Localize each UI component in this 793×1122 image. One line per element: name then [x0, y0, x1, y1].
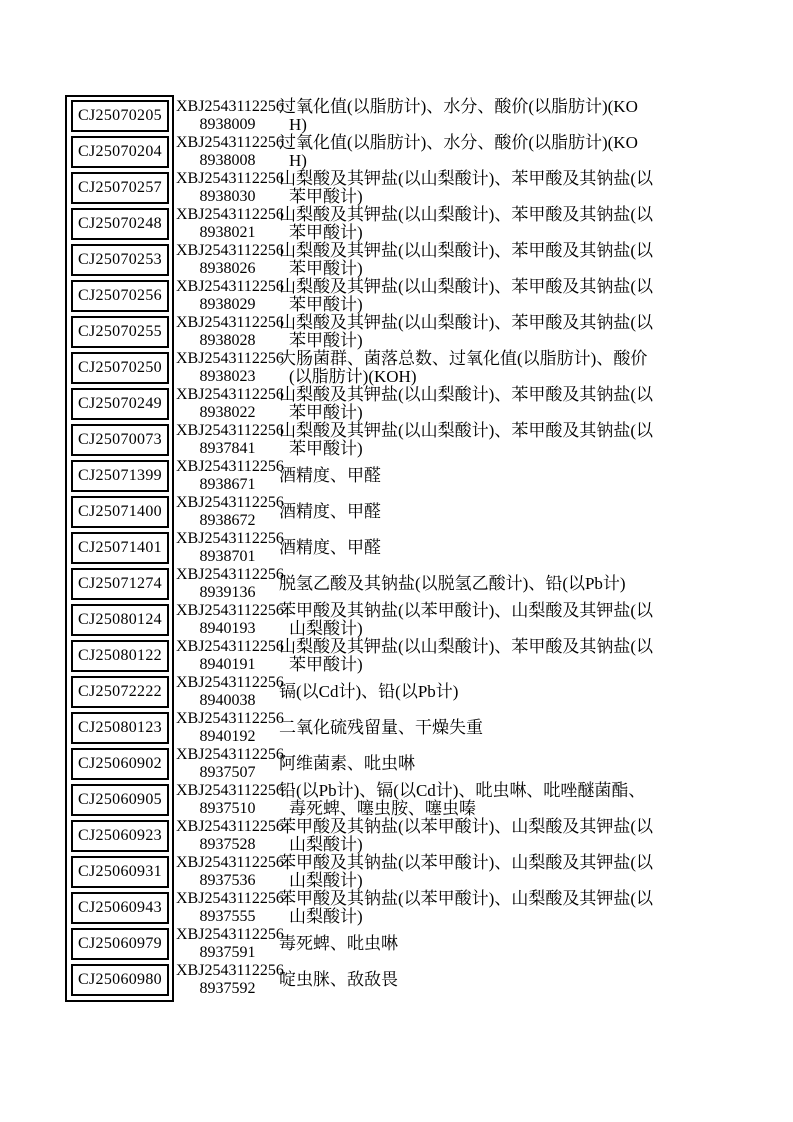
table-row [65, 206, 725, 242]
test-items-cell [279, 854, 654, 890]
sample-id-box [71, 784, 169, 816]
table-row [65, 782, 725, 818]
sample-id-cell [65, 854, 174, 890]
report-code-cell [174, 134, 284, 170]
report-code-cell [174, 314, 284, 350]
report-number: 8937507 [199, 764, 256, 781]
table-row [65, 854, 725, 890]
report-number: 8940192 [199, 728, 256, 745]
report-code: XBJ2543112256 [176, 602, 284, 619]
sample-id-box [71, 388, 169, 420]
report-code: XBJ2543112256 [176, 638, 284, 655]
sample-id-box [71, 532, 169, 564]
sample-id-cell [65, 890, 174, 926]
test-items: 过氧化值(以脂肪计)、水分、酸价(以脂肪计)(KOH) [279, 133, 638, 170]
sample-id-cell [65, 566, 174, 602]
sample-id-cell [65, 458, 174, 494]
sample-id-box [71, 208, 169, 240]
sample-id: CJ25060902 [78, 755, 162, 772]
test-items: 山梨酸及其钾盐(以山梨酸计)、苯甲酸及其钠盐(以苯甲酸计) [279, 241, 653, 278]
table-row [65, 242, 725, 278]
test-items: 山梨酸及其钾盐(以山梨酸计)、苯甲酸及其钠盐(以苯甲酸计) [279, 169, 653, 206]
report-number: 8938029 [199, 296, 256, 313]
test-items: 山梨酸及其钾盐(以山梨酸计)、苯甲酸及其钠盐(以苯甲酸计) [279, 421, 653, 458]
table-row [65, 134, 725, 170]
test-items: 大肠菌群、菌落总数、过氧化值(以脂肪计)、酸价(以脂肪计)(KOH) [279, 349, 648, 386]
sample-id-box [71, 460, 169, 492]
test-items: 二氧化硫残留量、干燥失重 [279, 718, 483, 737]
test-items-cell [279, 782, 654, 818]
sample-id-cell [65, 638, 174, 674]
report-number: 8937592 [199, 980, 256, 997]
report-number: 8940038 [199, 692, 256, 709]
table-row [65, 638, 725, 674]
report-code-cell [174, 926, 284, 962]
report-number: 8937510 [199, 800, 256, 817]
report-code-cell [174, 674, 284, 710]
sample-id: CJ25060931 [78, 863, 162, 880]
report-code-cell [174, 98, 284, 134]
table-row [65, 170, 725, 206]
test-items-cell [279, 422, 654, 458]
report-code: XBJ2543112256 [176, 890, 284, 907]
test-items-cell [279, 314, 654, 350]
report-number: 8940191 [199, 656, 256, 673]
report-code: XBJ2543112256 [176, 314, 284, 331]
test-items: 过氧化值(以脂肪计)、水分、酸价(以脂肪计)(KOH) [279, 97, 638, 134]
sample-id-box [71, 316, 169, 348]
sample-id-cell [65, 422, 174, 458]
sample-id-cell [65, 710, 174, 746]
sample-id: CJ25070256 [78, 287, 162, 304]
test-items-cell [279, 98, 654, 134]
report-code-cell [174, 242, 284, 278]
report-code-cell [174, 566, 284, 602]
sample-id-cell [65, 530, 174, 566]
report-code-cell [174, 422, 284, 458]
test-items-cell [279, 962, 654, 998]
sample-id-box [71, 820, 169, 852]
sample-id: CJ25071400 [78, 503, 162, 520]
report-code: XBJ2543112256 [176, 242, 284, 259]
report-code-cell [174, 746, 284, 782]
report-code-cell [174, 170, 284, 206]
table-row [65, 746, 725, 782]
sample-id-cell [65, 674, 174, 710]
sample-id: CJ25060905 [78, 791, 162, 808]
sample-id-box [71, 640, 169, 672]
report-code: XBJ2543112256 [176, 926, 284, 943]
report-number: 8939136 [199, 584, 256, 601]
sample-id-box [71, 676, 169, 708]
sample-id-cell [65, 314, 174, 350]
sample-id-cell [65, 602, 174, 638]
test-items: 酒精度、甲醛 [279, 466, 381, 485]
sample-id: CJ25071399 [78, 467, 162, 484]
test-items: 酒精度、甲醛 [279, 538, 381, 557]
report-code: XBJ2543112256 [176, 530, 284, 547]
sample-id: CJ25060923 [78, 827, 162, 844]
report-code: XBJ2543112256 [176, 422, 284, 439]
test-items-cell [279, 746, 654, 782]
test-items-cell [279, 134, 654, 170]
sample-id-box [71, 100, 169, 132]
report-code: XBJ2543112256 [176, 134, 284, 151]
report-number: 8938023 [199, 368, 256, 385]
sample-id-cell [65, 962, 174, 998]
test-items: 铅(以Pb计)、镉(以Cd计)、吡虫啉、吡唑醚菌酯、毒死蜱、噻虫胺、噻虫嗪 [279, 781, 646, 818]
sample-id: CJ25060979 [78, 935, 162, 952]
test-items-cell [279, 278, 654, 314]
report-number: 8937555 [199, 908, 256, 925]
test-items-cell [279, 638, 654, 674]
report-code: XBJ2543112256 [176, 278, 284, 295]
test-items-cell [279, 170, 654, 206]
report-number: 8937536 [199, 872, 256, 889]
sample-id-cell [65, 386, 174, 422]
report-number: 8938022 [199, 404, 256, 421]
report-number: 8938026 [199, 260, 256, 277]
sample-id: CJ25072222 [78, 683, 162, 700]
report-code-cell [174, 206, 284, 242]
test-items-cell [279, 818, 654, 854]
report-code: XBJ2543112256 [176, 782, 284, 799]
sample-id-box [71, 172, 169, 204]
report-code-cell [174, 386, 284, 422]
sample-id-cell [65, 494, 174, 530]
sample-id: CJ25080123 [78, 719, 162, 736]
sample-id-cell [65, 818, 174, 854]
report-code-cell [174, 962, 284, 998]
table-row [65, 278, 725, 314]
report-code-cell [174, 494, 284, 530]
report-code: XBJ2543112256 [176, 350, 284, 367]
test-items: 山梨酸及其钾盐(以山梨酸计)、苯甲酸及其钠盐(以苯甲酸计) [279, 205, 653, 242]
report-code: XBJ2543112256 [176, 854, 284, 871]
report-number: 8937591 [199, 944, 256, 961]
report-code: XBJ2543112256 [176, 962, 284, 979]
table-row [65, 314, 725, 350]
sample-id-box [71, 136, 169, 168]
table-row [65, 458, 725, 494]
table-row [65, 422, 725, 458]
report-code-cell [174, 854, 284, 890]
sample-id-box [71, 748, 169, 780]
sample-id-box [71, 856, 169, 888]
test-items-cell [279, 206, 654, 242]
table-row [65, 98, 725, 134]
test-items-cell [279, 710, 654, 746]
sample-id-cell [65, 782, 174, 818]
report-code: XBJ2543112256 [176, 674, 284, 691]
sample-id-box [71, 496, 169, 528]
test-items: 苯甲酸及其钠盐(以苯甲酸计)、山梨酸及其钾盐(以山梨酸计) [279, 601, 653, 638]
table-row [65, 926, 725, 962]
report-code-cell [174, 710, 284, 746]
report-code: XBJ2543112256 [176, 566, 284, 583]
table-row [65, 962, 725, 998]
report-code-cell [174, 818, 284, 854]
sample-id-box [71, 424, 169, 456]
sample-id-box [71, 568, 169, 600]
sample-id-cell [65, 350, 174, 386]
report-number: 8938021 [199, 224, 256, 241]
report-code: XBJ2543112256 [176, 170, 284, 187]
table-row [65, 350, 725, 386]
document-table [65, 98, 725, 998]
sample-id-box [71, 892, 169, 924]
test-items-cell [279, 674, 654, 710]
sample-id: CJ25070248 [78, 215, 162, 232]
sample-id-cell [65, 134, 174, 170]
sample-id-cell [65, 926, 174, 962]
sample-id: CJ25070205 [78, 107, 162, 124]
report-code: XBJ2543112256 [176, 458, 284, 475]
table-row [65, 530, 725, 566]
report-number: 8940193 [199, 620, 256, 637]
test-items: 脱氢乙酸及其钠盐(以脱氢乙酸计)、铅(以Pb计) [279, 574, 626, 593]
test-items: 阿维菌素、吡虫啉 [279, 754, 415, 773]
sample-id: CJ25070253 [78, 251, 162, 268]
test-items-cell [279, 242, 654, 278]
sample-id-box [71, 964, 169, 996]
table-row [65, 386, 725, 422]
table-row [65, 818, 725, 854]
sample-id: CJ25080122 [78, 647, 162, 664]
test-items-cell [279, 602, 654, 638]
sample-id-cell [65, 746, 174, 782]
report-code: XBJ2543112256 [176, 710, 284, 727]
test-items: 酒精度、甲醛 [279, 502, 381, 521]
report-number: 8938672 [199, 512, 256, 529]
sample-id-box [71, 604, 169, 636]
test-items-cell [279, 566, 654, 602]
test-items-cell [279, 386, 654, 422]
sample-id-box [71, 712, 169, 744]
report-code: XBJ2543112256 [176, 98, 284, 115]
test-items: 山梨酸及其钾盐(以山梨酸计)、苯甲酸及其钠盐(以苯甲酸计) [279, 637, 653, 674]
report-code-cell [174, 638, 284, 674]
report-code: XBJ2543112256 [176, 494, 284, 511]
sample-id: CJ25060980 [78, 971, 162, 988]
report-code-cell [174, 782, 284, 818]
report-number: 8938009 [199, 116, 256, 133]
test-items: 苯甲酸及其钠盐(以苯甲酸计)、山梨酸及其钾盐(以山梨酸计) [279, 817, 653, 854]
report-code: XBJ2543112256 [176, 818, 284, 835]
sample-id-cell [65, 278, 174, 314]
test-items-cell [279, 458, 654, 494]
sample-id-cell [65, 206, 174, 242]
sample-id-box [71, 244, 169, 276]
sample-id: CJ25070073 [78, 431, 162, 448]
sample-id-cell [65, 242, 174, 278]
report-code-cell [174, 278, 284, 314]
sample-id-box [71, 280, 169, 312]
table-row [65, 602, 725, 638]
sample-id-cell [65, 98, 174, 134]
test-items-cell [279, 350, 654, 386]
sample-id-cell [65, 170, 174, 206]
test-items: 镉(以Cd计)、铅(以Pb计) [279, 682, 459, 701]
report-code: XBJ2543112256 [176, 206, 284, 223]
table-row [65, 890, 725, 926]
report-code-cell [174, 530, 284, 566]
test-items-cell [279, 530, 654, 566]
test-items: 啶虫脒、敌敌畏 [279, 970, 398, 989]
report-number: 8938671 [199, 476, 256, 493]
sample-id: CJ25071401 [78, 539, 162, 556]
sample-id: CJ25070249 [78, 395, 162, 412]
sample-id: CJ25071274 [78, 575, 162, 592]
test-items-cell [279, 926, 654, 962]
test-items-cell [279, 494, 654, 530]
report-code-cell [174, 350, 284, 386]
report-code-cell [174, 890, 284, 926]
report-number: 8938008 [199, 152, 256, 169]
report-code-cell [174, 602, 284, 638]
report-number: 8938028 [199, 332, 256, 349]
table-row [65, 710, 725, 746]
test-items: 山梨酸及其钾盐(以山梨酸计)、苯甲酸及其钠盐(以苯甲酸计) [279, 277, 653, 314]
table-row [65, 566, 725, 602]
sample-id: CJ25070257 [78, 179, 162, 196]
test-items: 毒死蜱、吡虫啉 [279, 934, 398, 953]
sample-id: CJ25070204 [78, 143, 162, 160]
report-code-cell [174, 458, 284, 494]
report-number: 8937841 [199, 440, 256, 457]
sample-id: CJ25070255 [78, 323, 162, 340]
report-number: 8937528 [199, 836, 256, 853]
table-row [65, 674, 725, 710]
report-code: XBJ2543112256 [176, 746, 284, 763]
test-items: 山梨酸及其钾盐(以山梨酸计)、苯甲酸及其钠盐(以苯甲酸计) [279, 385, 653, 422]
test-items: 山梨酸及其钾盐(以山梨酸计)、苯甲酸及其钠盐(以苯甲酸计) [279, 313, 653, 350]
report-number: 8938701 [199, 548, 256, 565]
report-code: XBJ2543112256 [176, 386, 284, 403]
test-items-cell [279, 890, 654, 926]
sample-id-box [71, 352, 169, 384]
sample-id: CJ25060943 [78, 899, 162, 916]
report-number: 8938030 [199, 188, 256, 205]
test-items: 苯甲酸及其钠盐(以苯甲酸计)、山梨酸及其钾盐(以山梨酸计) [279, 853, 653, 890]
test-items: 苯甲酸及其钠盐(以苯甲酸计)、山梨酸及其钾盐(以山梨酸计) [279, 889, 653, 926]
sample-id: CJ25070250 [78, 359, 162, 376]
table-row [65, 494, 725, 530]
sample-id-box [71, 928, 169, 960]
sample-id: CJ25080124 [78, 611, 162, 628]
